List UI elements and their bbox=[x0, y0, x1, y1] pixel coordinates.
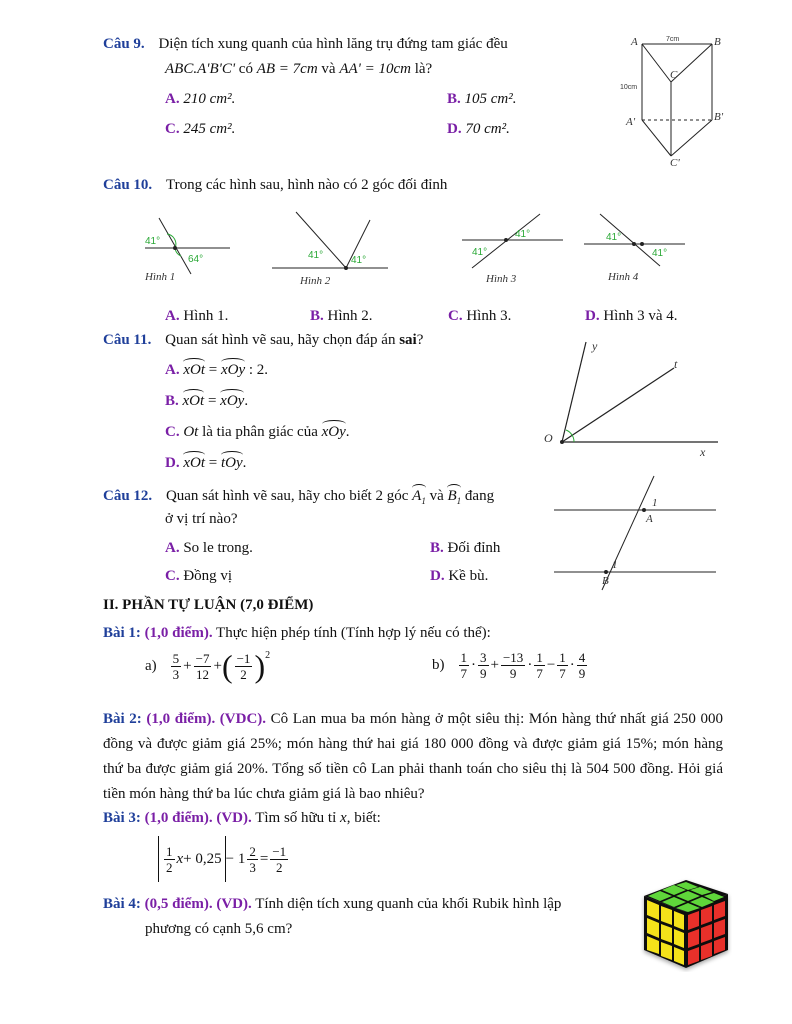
numerator: 1 bbox=[536, 650, 543, 665]
angle-b1 bbox=[447, 484, 461, 506]
label-t: t bbox=[674, 357, 678, 371]
option-text: Hình 1. bbox=[183, 308, 229, 324]
numerator: 3 bbox=[480, 650, 487, 665]
bai4-line2: phương có cạnh 5,6 cm? bbox=[145, 921, 293, 937]
prism-label-a1: A' bbox=[626, 116, 636, 128]
q9-ab: AB = 7cm bbox=[256, 61, 318, 77]
part-label: a) bbox=[145, 657, 157, 674]
numerator: 1 bbox=[460, 650, 467, 665]
q11-header bbox=[103, 332, 423, 349]
option-letter: C. bbox=[448, 308, 463, 324]
bai2-text: Cô Lan mua ba món hàng ở một siêu thị: Món hàng thứ nhất giá 250 000 đồng và được giảm giá 25%; món hàng thứ hai giá 180 000 đồng và được giảm giá 15%; món hàng thứ ba được giảm giá 20%. Tổng số tiền cô Lan phải thanh toán cho siêu thị là 504 500 đồng. Hỏi giá tiền món hàng thứ ba lúc chưa giảm giá là bao nhiêu? bbox=[103, 711, 724, 802]
angle-a-sub: 1 bbox=[421, 496, 426, 506]
denominator: 12 bbox=[196, 666, 210, 682]
numerator: −1 bbox=[236, 650, 251, 666]
q12-parallel-figure bbox=[548, 474, 720, 594]
denominator: 9 bbox=[578, 666, 586, 681]
absolute-value bbox=[158, 836, 226, 882]
exponent: 2 bbox=[265, 650, 271, 661]
q12-number: Câu 12. bbox=[103, 488, 153, 504]
fraction bbox=[534, 650, 545, 681]
numerator: 4 bbox=[578, 650, 586, 665]
q9-line1 bbox=[103, 36, 508, 53]
bai3-text: Tìm số hữu tỉ bbox=[251, 810, 341, 826]
fig4-angle-1: 41° bbox=[606, 232, 622, 243]
bai2-paragraph bbox=[103, 707, 723, 807]
q9-prism-figure bbox=[618, 34, 728, 169]
option-text: 105 cm². bbox=[464, 91, 517, 107]
q12-line2: ở vị trí nào? bbox=[165, 511, 238, 527]
denominator: 7 bbox=[536, 666, 543, 681]
fig1-angle-1: 41° bbox=[145, 236, 161, 247]
angle-toy: tOy bbox=[221, 451, 243, 472]
q9-option-d[interactable] bbox=[447, 121, 510, 138]
q10-option-a[interactable] bbox=[165, 308, 228, 325]
angle-xoy: xOy bbox=[221, 358, 245, 379]
bai3-equation bbox=[158, 836, 290, 882]
q12-option-d[interactable] bbox=[430, 568, 488, 585]
bai1-header bbox=[103, 625, 491, 642]
bai4-points: (0,5 điểm). (VD). bbox=[144, 896, 252, 912]
q10-option-d[interactable] bbox=[585, 308, 678, 325]
fig2-angle-1: 41° bbox=[308, 250, 324, 261]
label-1-b: 1 bbox=[612, 559, 618, 571]
q10-figure-4 bbox=[580, 210, 690, 292]
fig2-angle-2: 41° bbox=[351, 255, 367, 266]
denominator: 9 bbox=[509, 666, 517, 681]
option-letter: D. bbox=[585, 308, 600, 324]
numerator: −7 bbox=[195, 650, 210, 666]
fig4-caption: Hình 4 bbox=[608, 271, 639, 283]
option-text: 245 cm². bbox=[183, 121, 236, 137]
numerator: 5 bbox=[172, 650, 180, 666]
fraction bbox=[459, 650, 470, 681]
fraction bbox=[164, 844, 175, 875]
q11-text-end: ? bbox=[416, 332, 424, 348]
option-text: 70 cm². bbox=[465, 121, 510, 137]
bai4-label: Bài 4: bbox=[103, 896, 141, 912]
fraction bbox=[577, 650, 588, 681]
fraction bbox=[247, 844, 258, 875]
denominator: 7 bbox=[460, 666, 467, 681]
option-text: 210 cm². bbox=[183, 91, 236, 107]
label-a: A bbox=[646, 513, 653, 525]
bai3-points: (1,0 điểm). (VD). bbox=[144, 810, 252, 826]
bai3-header bbox=[103, 810, 381, 827]
option-letter: C. bbox=[165, 121, 180, 137]
angle-a1 bbox=[412, 484, 426, 506]
part-label: b) bbox=[432, 657, 445, 673]
q10-figure-3 bbox=[458, 210, 568, 292]
q9-text-co: có bbox=[235, 61, 257, 77]
option-text: So le trong. bbox=[183, 540, 253, 556]
q11-option-b[interactable] bbox=[165, 389, 248, 410]
q12-option-b[interactable] bbox=[430, 540, 500, 557]
q11-text: Quan sát hình vẽ sau, hãy chọn đáp án bbox=[165, 332, 400, 348]
label-b: B bbox=[602, 575, 609, 587]
operator: = bbox=[205, 362, 221, 378]
variable-x: x bbox=[176, 850, 184, 867]
angle-xot: xOt bbox=[183, 389, 205, 410]
numerator: −13 bbox=[502, 650, 524, 665]
fig3-caption: Hình 3 bbox=[486, 273, 517, 285]
q11-angle-figure bbox=[540, 334, 720, 464]
q12-option-a[interactable] bbox=[165, 540, 253, 557]
q10-text: Trong các hình sau, hình nào có 2 góc đối đỉnh bbox=[165, 177, 448, 193]
q11-option-d[interactable] bbox=[165, 451, 246, 472]
bai1-points: (1,0 điểm). bbox=[144, 625, 213, 641]
angle-xot: xOt bbox=[183, 451, 205, 472]
numerator: −1 bbox=[272, 843, 287, 859]
fraction bbox=[171, 651, 182, 682]
q9-aa: AA' = 10cm bbox=[339, 61, 411, 77]
q10-option-c[interactable] bbox=[448, 308, 511, 325]
operator: = bbox=[205, 455, 221, 471]
bai4-text: Tính diện tích xung quanh của khối Rubik hình lập bbox=[251, 896, 562, 912]
q9-line2 bbox=[165, 61, 432, 78]
q12-option-c[interactable] bbox=[165, 568, 232, 585]
numerator: 2 bbox=[249, 843, 256, 859]
bai3-variable: x bbox=[340, 810, 347, 826]
denominator: 3 bbox=[172, 666, 180, 682]
angle-b-letter: B bbox=[447, 488, 457, 504]
option-letter: B. bbox=[165, 393, 179, 409]
bai1-expression-a: a) $\frac{5}{3}$ + $\frac{-7}{12}$ + ( $\frac{-1}{2}$ ) $^2$ bbox=[145, 648, 271, 684]
angle-b-sub: 1 bbox=[456, 496, 462, 506]
tail: . bbox=[345, 424, 350, 440]
operator: = bbox=[204, 393, 221, 409]
q12-line1 bbox=[103, 484, 494, 506]
q10-option-b[interactable] bbox=[310, 308, 373, 325]
angle-a-letter: A bbox=[412, 488, 422, 504]
rubik-cube-image bbox=[640, 876, 732, 972]
option-letter: D. bbox=[447, 121, 462, 137]
denominator: 2 bbox=[240, 666, 247, 682]
option-letter: C. bbox=[165, 424, 180, 440]
option-letter: A. bbox=[165, 308, 180, 324]
label-y: y bbox=[592, 339, 598, 353]
label-1-a: 1 bbox=[652, 497, 658, 509]
q9-text-la: là? bbox=[410, 61, 433, 77]
fraction bbox=[557, 650, 568, 681]
fraction bbox=[270, 844, 288, 875]
fig4-angle-2: 41° bbox=[652, 248, 668, 259]
minus-term: − 1 bbox=[225, 850, 246, 867]
option-text: Hình 2. bbox=[327, 308, 373, 324]
option-text: là tia phân giác của bbox=[198, 424, 322, 440]
denominator: 7 bbox=[559, 666, 566, 681]
fraction bbox=[194, 651, 212, 682]
q12-text-va: và bbox=[425, 488, 448, 504]
option-text: Kề bù. bbox=[448, 568, 489, 584]
bai1-text: Thực hiện phép tính (Tính hợp lý nếu có thể): bbox=[212, 625, 491, 641]
bai2-points: (1,0 điểm). (VDC). bbox=[146, 711, 267, 727]
fig1-angle-2: 64° bbox=[188, 254, 204, 265]
bai3-text-end: , biết: bbox=[346, 810, 381, 826]
denominator: 3 bbox=[249, 859, 256, 875]
prism-label-top: 7cm bbox=[666, 36, 680, 43]
q9-option-a[interactable] bbox=[165, 91, 235, 108]
angle-xoy: xOy bbox=[220, 389, 244, 410]
denominator: 2 bbox=[166, 859, 173, 875]
tail: : 2. bbox=[245, 362, 269, 378]
q11-option-a[interactable] bbox=[165, 358, 268, 379]
q9-number: Câu 9. bbox=[103, 36, 145, 52]
option-letter: A. bbox=[165, 91, 180, 107]
bai3-label: Bài 3: bbox=[103, 810, 141, 826]
denominator: 2 bbox=[276, 859, 283, 875]
numerator: 1 bbox=[559, 650, 566, 665]
option-letter: D. bbox=[165, 455, 180, 471]
q11-option-c[interactable] bbox=[165, 420, 350, 441]
prism-label-c1: C' bbox=[670, 157, 680, 169]
q12-text: Quan sát hình vẽ sau, hãy cho biết 2 góc bbox=[165, 488, 413, 504]
angle-xot: xOt bbox=[183, 358, 205, 379]
ray-ot: Ot bbox=[183, 424, 199, 440]
prism-label-b1: B' bbox=[714, 111, 724, 123]
option-letter: B. bbox=[430, 540, 444, 556]
angle-xoy: xOy bbox=[322, 420, 346, 441]
option-letter: B. bbox=[310, 308, 324, 324]
q10-figure-2 bbox=[268, 210, 393, 292]
tail: . bbox=[244, 393, 249, 409]
bai4-line1 bbox=[103, 896, 561, 913]
option-letter: C. bbox=[165, 568, 180, 584]
tail: . bbox=[242, 455, 247, 471]
label-x: x bbox=[700, 445, 706, 459]
option-text: Hình 3. bbox=[466, 308, 512, 324]
q9-text: Diện tích xung quanh của hình lăng trụ đứng tam giác đều bbox=[158, 36, 508, 52]
q12-text-end: đang bbox=[461, 488, 495, 504]
q9-option-c[interactable] bbox=[165, 121, 235, 138]
fraction bbox=[478, 650, 489, 681]
prism-label-b: B bbox=[714, 36, 721, 48]
fig1-caption: Hình 1 bbox=[145, 271, 176, 283]
q11-text-bold: sai bbox=[399, 332, 417, 348]
fig3-angle-1: 41° bbox=[515, 229, 531, 240]
q9-text-va: và bbox=[317, 61, 340, 77]
option-text: Hình 3 và 4. bbox=[603, 308, 678, 324]
prism-label-a: A bbox=[631, 36, 638, 48]
prism-label-side: 10cm bbox=[620, 84, 638, 91]
fraction bbox=[501, 650, 525, 681]
option-letter: A. bbox=[165, 540, 180, 556]
label-o: O bbox=[544, 431, 553, 445]
denominator: 9 bbox=[480, 666, 487, 681]
bai2-label: Bài 2: bbox=[103, 711, 142, 727]
q10-header bbox=[103, 177, 447, 194]
equals: = bbox=[259, 850, 269, 867]
fig2-caption: Hình 2 bbox=[300, 275, 331, 287]
prism-label-c: C bbox=[670, 69, 678, 81]
q10-number: Câu 10. bbox=[103, 177, 153, 193]
section-title: II. PHẦN TỰ LUẬN (7,0 ĐIỂM) bbox=[103, 597, 314, 613]
q9-prism-name: ABC.A'B'C' bbox=[165, 61, 236, 77]
numerator: 1 bbox=[166, 843, 173, 859]
bai1-expression-b: b) $\frac{1}{7}$ · $\frac{3}{9}$ + $\frac{-13}{9}$ · $\frac{1}{7}$ − $\frac{1}{7}$ · $\frac{4}{9}$ bbox=[432, 650, 586, 681]
q11-number: Câu 11. bbox=[103, 332, 152, 348]
option-text: Đối đỉnh bbox=[447, 540, 501, 556]
q10-figure-1 bbox=[135, 212, 240, 290]
bai1-label: Bài 1: bbox=[103, 625, 141, 641]
option-letter: D. bbox=[430, 568, 445, 584]
fraction bbox=[235, 651, 253, 682]
plus-term: + 0,25 bbox=[183, 850, 222, 867]
option-text: Đồng vị bbox=[183, 568, 233, 584]
option-letter: A. bbox=[165, 362, 180, 378]
q9-option-b[interactable] bbox=[447, 91, 517, 108]
option-letter: B. bbox=[447, 91, 461, 107]
fig3-angle-2: 41° bbox=[472, 247, 488, 258]
